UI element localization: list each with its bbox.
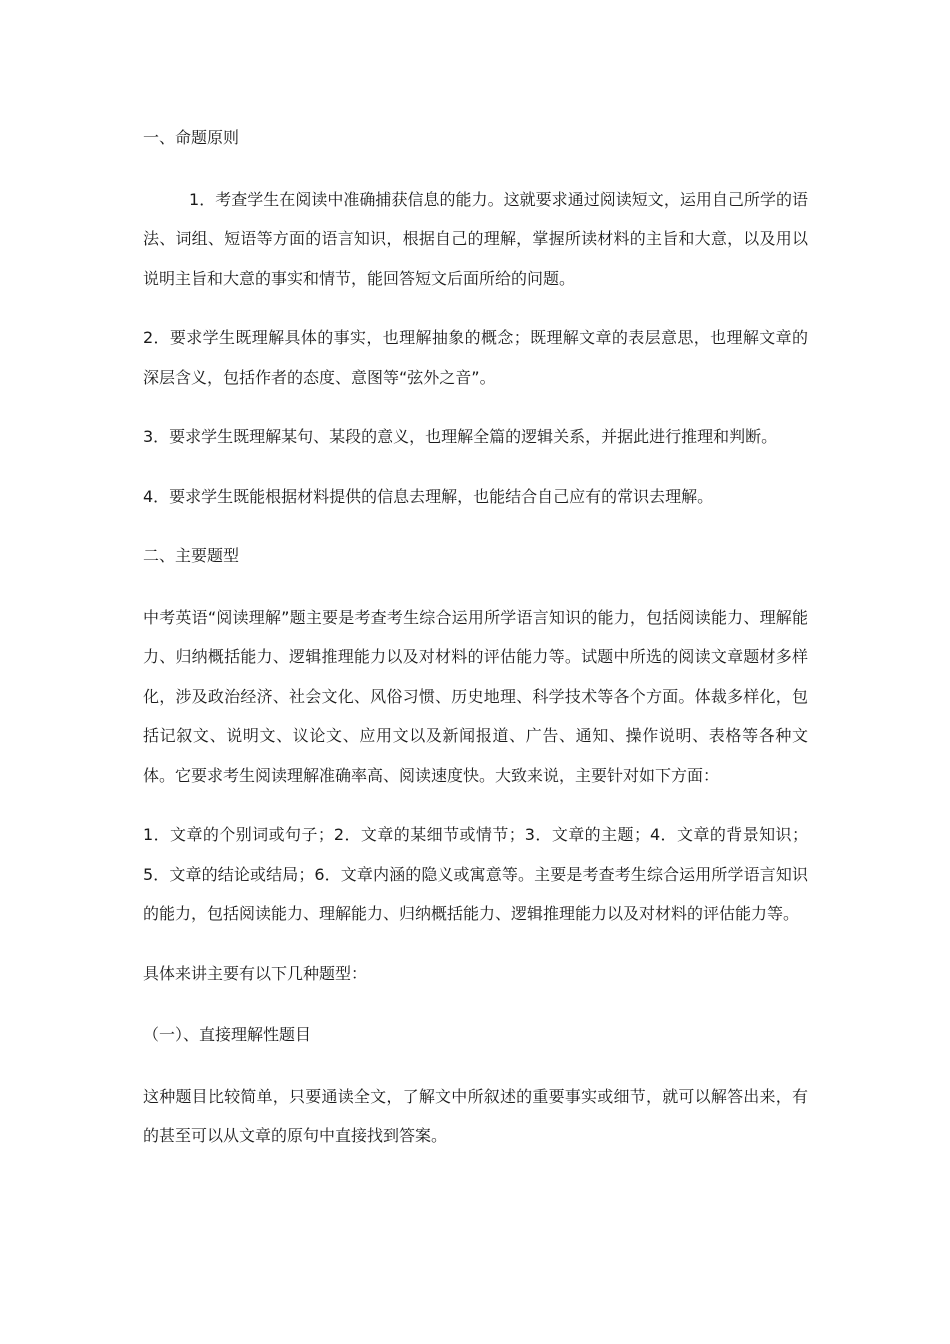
question-aspects: 1．文章的个别词或句子；2．文章的某细节或情节；3．文章的主题；4．文章的背景知识；5．文章的结论或结局；6．文章内涵的隐义或寓意等。主要是考查考生综合运用所学语言知识的能力，包括阅读能力、理解能力、归纳概括能力、逻辑推理能力以及对材料的评估能力等。 bbox=[143, 825, 808, 923]
principle-item-4: 4．要求学生既能根据材料提供的信息去理解，也能结合自己应有的常识去理解。 bbox=[143, 486, 714, 506]
principle-item-2: 2．要求学生既理解具体的事实，也理解抽象的概念；既理解文章的表层意思，也理解文章的深层含义，包括作者的态度、意图等“弦外之音”。 bbox=[143, 328, 808, 387]
types-lead-in: 具体来讲主要有以下几种题型： bbox=[143, 963, 368, 983]
question-types-intro: 中考英语“阅读理解”题主要是考查考生综合运用所学语言知识的能力，包括阅读能力、理解能力、归纳概括能力、逻辑推理能力以及对材料的评估能力等。试题中所选的阅读文章题材多样化，涉及政治经济、社会文化、风俗习惯、历史地理、科学技术等各个方面。体裁多样化，包括记叙文、说明文、议论文、应用文以及新闻报道、广告、通知、操作说明、表格等各种文体。它要求考生阅读理解准确率高、阅读速度快。大致来说，主要针对如下方面： bbox=[143, 607, 808, 785]
principle-item-1: 1．考查学生在阅读中准确捕获信息的能力。这就要求通过阅读短文，运用自己所学的语法、词组、短语等方面的语言知识，根据自己的理解，掌握所读材料的主旨和大意，以及用以说明主旨和大意的事实和情节，能回答短文后面所给的问题。 bbox=[143, 189, 808, 288]
section-heading-question-types: 二、主要题型 bbox=[143, 546, 240, 565]
document-body bbox=[143, 118, 808, 1176]
subsection-heading-direct: （一）、直接理解性题目 bbox=[143, 1025, 312, 1044]
direct-question-description: 这种题目比较简单，只要通读全文，了解文中所叙述的重要事实或细节，就可以解答出来，有的甚至可以从文章的原句中直接找到答案。 bbox=[143, 1086, 808, 1145]
section-heading-principles: 一、命题原则 bbox=[143, 128, 240, 147]
principle-item-3: 3．要求学生既理解某句、某段的意义，也理解全篇的逻辑关系，并据此进行推理和判断。 bbox=[143, 427, 778, 446]
